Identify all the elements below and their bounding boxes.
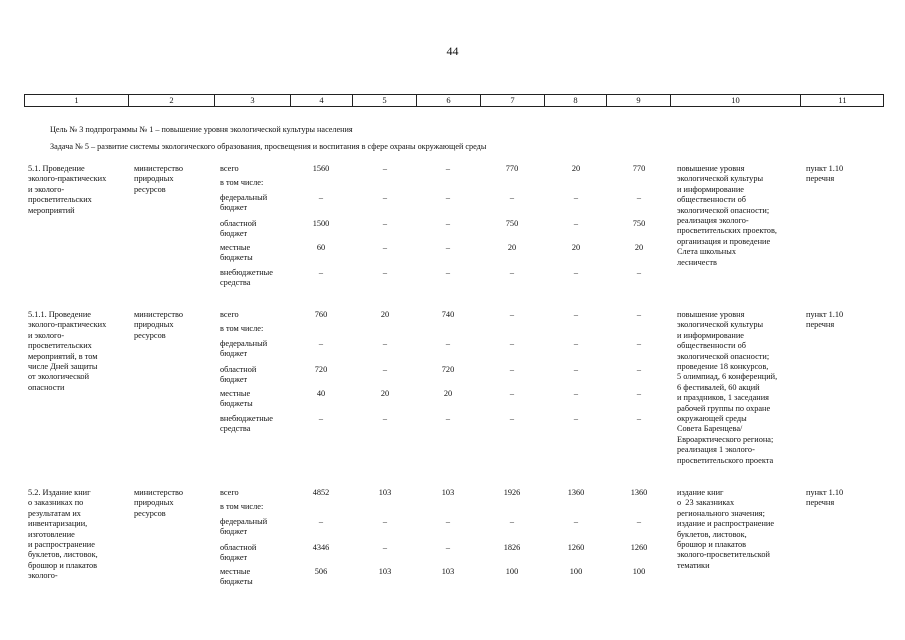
column-number-1: 1 — [25, 95, 129, 106]
list-reference: пункт 1.10 перечня — [806, 488, 844, 508]
funding-source-label: в том числе: — [220, 502, 264, 511]
funding-value: 1260 — [630, 543, 648, 552]
measure-name: 5.2. Издание книг о заказниках по результатам их инвентаризации, изготовление и распространение буклетов, листовок, брошюр и плакатов эколого- — [28, 488, 98, 581]
funding-source-label: всего — [220, 488, 239, 497]
column-number-6: 6 — [417, 95, 481, 106]
funding-value: – — [382, 365, 388, 374]
funding-value: – — [509, 193, 515, 202]
funding-value: – — [636, 414, 642, 423]
funding-value: 750 — [505, 219, 519, 228]
funding-value: 1826 — [503, 543, 521, 552]
expected-result: повышение уровня экологической культуры и информирование общественности об экологической опасности; реализация эколого- просветительских проектов, организация и проведение Слета школьных лесничеств — [677, 164, 777, 267]
funding-source-label: всего — [220, 164, 239, 173]
funding-value: – — [445, 193, 451, 202]
funding-source-label: федеральный бюджет — [220, 339, 268, 359]
funding-value: 1360 — [630, 488, 648, 497]
funding-value: 100 — [569, 567, 583, 576]
funding-value: – — [509, 365, 515, 374]
column-number-7: 7 — [481, 95, 545, 106]
funding-value: 20 — [634, 243, 644, 252]
funding-value: 506 — [314, 567, 328, 576]
funding-value: – — [318, 414, 324, 423]
funding-value: – — [636, 389, 642, 398]
measure-name: 5.1.1. Проведение эколого-практических и эколого- просветительских мероприятий, в том числе Дней защиты от экологической опасности — [28, 310, 107, 392]
funding-value: 770 — [632, 164, 646, 173]
funding-value: 720 — [441, 365, 455, 374]
column-number-9: 9 — [607, 95, 671, 106]
funding-value: 740 — [441, 310, 455, 319]
funding-value: 60 — [316, 243, 326, 252]
funding-value: 4852 — [312, 488, 330, 497]
funding-value: – — [382, 219, 388, 228]
funding-value: – — [318, 193, 324, 202]
funding-source-label: всего — [220, 310, 239, 319]
page-number: 44 — [446, 44, 459, 58]
funding-value: 20 — [380, 310, 390, 319]
measure-name: 5.1. Проведение эколого-практических и эколого- просветительских мероприятий — [28, 164, 107, 215]
executor: министерство природных ресурсов — [134, 488, 184, 518]
column-number-2: 2 — [129, 95, 215, 106]
funding-value: 20 — [380, 389, 390, 398]
expected-result: издание книг о 23 заказниках регионального значения; издание и распространение буклетов, листовок, брошюр и плакатов эколого-просветительской тематики — [677, 488, 775, 570]
funding-value: 750 — [632, 219, 646, 228]
funding-value: – — [382, 268, 388, 277]
funding-value: – — [509, 517, 515, 526]
funding-value: 770 — [505, 164, 519, 173]
funding-source-label: областной бюджет — [220, 365, 257, 385]
funding-value: – — [573, 219, 579, 228]
funding-value: – — [573, 389, 579, 398]
funding-source-label: в том числе: — [220, 178, 264, 187]
funding-value: – — [318, 339, 324, 348]
funding-source-label: внебюджетные средства — [220, 268, 273, 288]
funding-source-label: областной бюджет — [220, 219, 257, 239]
funding-value: – — [636, 339, 642, 348]
funding-value: 103 — [441, 567, 455, 576]
funding-value: – — [573, 339, 579, 348]
column-number-5: 5 — [353, 95, 417, 106]
column-number-11: 11 — [838, 95, 847, 105]
executor: министерство природных ресурсов — [134, 310, 184, 340]
funding-value: – — [445, 543, 451, 552]
funding-value: – — [509, 310, 515, 319]
funding-value: – — [445, 339, 451, 348]
funding-value: – — [318, 268, 324, 277]
funding-value: – — [573, 517, 579, 526]
funding-value: – — [445, 219, 451, 228]
funding-value: – — [445, 164, 451, 173]
funding-value: – — [382, 414, 388, 423]
funding-value: – — [382, 193, 388, 202]
funding-source-label: местные бюджеты — [220, 243, 253, 263]
funding-value: 103 — [441, 488, 455, 497]
funding-value: – — [509, 389, 515, 398]
goal-line: Цель № 3 подпрограммы № 1 – повышение уровня экологической культуры населения — [50, 125, 353, 134]
funding-value: – — [573, 268, 579, 277]
expected-result: повышение уровня экологической культуры и информирование общественности об экологической опасности; проведение 18 конкурсов, 5 олимпиад, 6 конференций, 6 фестивалей, 60 акций и праздников, 1 заседания рабочей группы по охране окружающей среды Совета Баренцева/ Евроарктического региона; реализация 1 эколого- просветительского проекта — [677, 310, 778, 465]
table-column-numbers — [24, 94, 884, 107]
funding-value: – — [445, 517, 451, 526]
funding-value: – — [573, 414, 579, 423]
funding-value: 1560 — [312, 164, 330, 173]
funding-value: – — [318, 517, 324, 526]
funding-value: 1360 — [567, 488, 585, 497]
funding-value: – — [509, 339, 515, 348]
funding-value: – — [573, 365, 579, 374]
funding-value: 1260 — [567, 543, 585, 552]
funding-value: 760 — [314, 310, 328, 319]
funding-value: – — [573, 310, 579, 319]
funding-value: – — [636, 517, 642, 526]
funding-value: – — [573, 193, 579, 202]
funding-value: – — [445, 243, 451, 252]
funding-value: – — [445, 414, 451, 423]
funding-value: 20 — [507, 243, 517, 252]
column-number-3: 3 — [215, 95, 291, 106]
column-number-4: 4 — [291, 95, 353, 106]
funding-value: 20 — [443, 389, 453, 398]
list-reference: пункт 1.10 перечня — [806, 164, 844, 184]
funding-value: 4346 — [312, 543, 330, 552]
funding-value: 1926 — [503, 488, 521, 497]
funding-value: – — [445, 268, 451, 277]
funding-value: 20 — [571, 243, 581, 252]
funding-value: – — [509, 414, 515, 423]
column-number-8: 8 — [545, 95, 607, 106]
funding-value: – — [382, 243, 388, 252]
funding-value: – — [636, 193, 642, 202]
funding-value: – — [382, 339, 388, 348]
funding-value: – — [382, 164, 388, 173]
funding-source-label: внебюджетные средства — [220, 414, 273, 434]
funding-value: – — [382, 543, 388, 552]
funding-source-label: областной бюджет — [220, 543, 257, 563]
funding-value: 40 — [316, 389, 326, 398]
funding-value: – — [636, 268, 642, 277]
list-reference: пункт 1.10 перечня — [806, 310, 844, 330]
executor: министерство природных ресурсов — [134, 164, 184, 194]
funding-value: – — [382, 517, 388, 526]
funding-source-label: местные бюджеты — [220, 389, 253, 409]
funding-source-label: местные бюджеты — [220, 567, 253, 587]
funding-value: 100 — [632, 567, 646, 576]
column-number-10: 10 — [671, 95, 801, 106]
funding-value: – — [636, 310, 642, 319]
funding-value: 103 — [378, 488, 392, 497]
funding-value: 1500 — [312, 219, 330, 228]
funding-source-label: в том числе: — [220, 324, 264, 333]
task-line: Задача № 5 – развитие системы экологического образования, просвещения и воспитания в сфере охраны окружающей среды — [50, 142, 487, 151]
funding-value: 20 — [571, 164, 581, 173]
funding-source-label: федеральный бюджет — [220, 517, 268, 537]
funding-value: 103 — [378, 567, 392, 576]
funding-value: 720 — [314, 365, 328, 374]
funding-value: – — [636, 365, 642, 374]
funding-value: – — [509, 268, 515, 277]
funding-value: 100 — [505, 567, 519, 576]
funding-source-label: федеральный бюджет — [220, 193, 268, 213]
